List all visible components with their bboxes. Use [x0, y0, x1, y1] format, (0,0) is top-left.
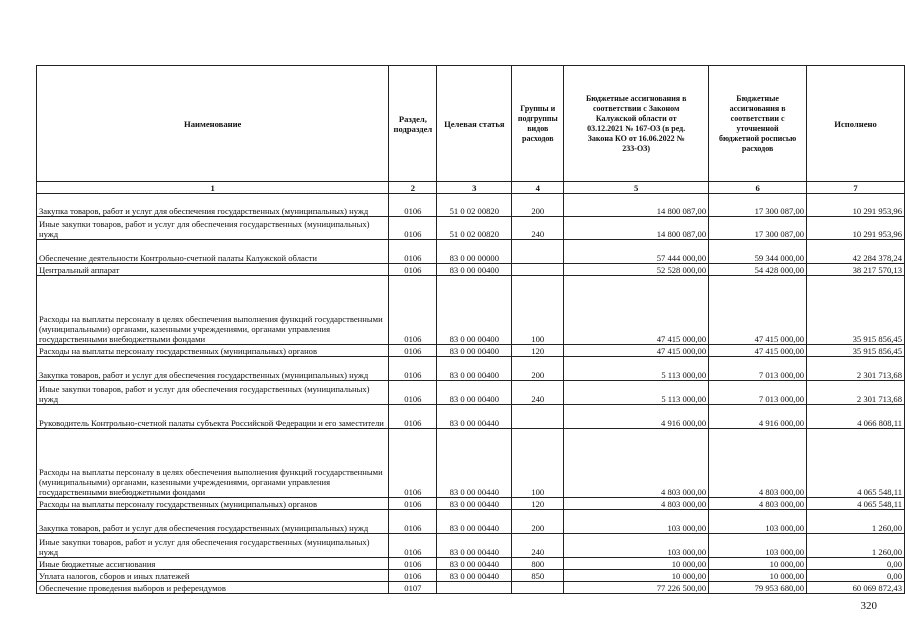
- page-number: 320: [860, 600, 877, 612]
- row-executed-amount-cell: 10 291 953,96: [807, 194, 905, 217]
- row-section-cell: 0106: [389, 217, 437, 240]
- table-row: [37, 498, 905, 510]
- row-section-cell: 0106: [389, 570, 437, 582]
- row-group-cell: [512, 240, 564, 264]
- table-row: [37, 510, 905, 534]
- row-name-cell: Иные закупки товаров, работ и услуг для обеспечения государственных (муниципальных) нужд: [37, 217, 389, 240]
- row-executed-amount-cell: 38 217 570,13: [807, 264, 905, 276]
- row-name-cell: Расходы на выплаты персоналу государственных (муниципальных) органов: [37, 345, 389, 357]
- column-numbers-row: [37, 182, 905, 194]
- row-section-cell: 0106: [389, 534, 437, 558]
- row-target-cell: 83 0 00 00400: [437, 276, 512, 345]
- row-law-amount-cell: 5 113 000,00: [564, 357, 709, 381]
- row-updated-amount-cell: 54 428 000,00: [709, 264, 807, 276]
- row-executed-amount-cell: 10 291 953,96: [807, 217, 905, 240]
- table-row: [37, 264, 905, 276]
- colnum: 5: [564, 182, 709, 194]
- row-target-cell: 83 0 00 00440: [437, 534, 512, 558]
- row-section-cell: 0106: [389, 429, 437, 498]
- row-target-cell: 83 0 00 00440: [437, 570, 512, 582]
- row-section-cell: 0106: [389, 558, 437, 570]
- row-law-amount-cell: 5 113 000,00: [564, 381, 709, 405]
- row-target-cell: 83 0 00 00440: [437, 510, 512, 534]
- row-name-cell: Закупка товаров, работ и услуг для обеспечения государственных (муниципальных) нужд: [37, 510, 389, 534]
- row-group-cell: 800: [512, 558, 564, 570]
- row-section-cell: 0106: [389, 264, 437, 276]
- row-executed-amount-cell: 4 065 548,11: [807, 429, 905, 498]
- row-target-cell: 83 0 00 00000: [437, 240, 512, 264]
- row-executed-amount-cell: 4 066 808,11: [807, 405, 905, 429]
- header-target: Целевая статья: [437, 66, 512, 182]
- row-group-cell: [512, 405, 564, 429]
- row-name-cell: Закупка товаров, работ и услуг для обеспечения государственных (муниципальных) нужд: [37, 357, 389, 381]
- row-name-cell: Обеспечение проведения выборов и референдумов: [37, 582, 389, 594]
- colnum: 1: [37, 182, 389, 194]
- header-name: Наименование: [37, 66, 389, 182]
- row-group-cell: [512, 264, 564, 276]
- row-name-cell: Иные закупки товаров, работ и услуг для обеспечения государственных (муниципальных) нужд: [37, 381, 389, 405]
- row-law-amount-cell: 52 528 000,00: [564, 264, 709, 276]
- row-target-cell: 51 0 02 00820: [437, 194, 512, 217]
- table-row: [37, 345, 905, 357]
- header-executed: Исполнено: [807, 66, 905, 182]
- row-law-amount-cell: 4 803 000,00: [564, 498, 709, 510]
- row-section-cell: 0106: [389, 357, 437, 381]
- row-name-cell: Закупка товаров, работ и услуг для обеспечения государственных (муниципальных) нужд: [37, 194, 389, 217]
- row-target-cell: 83 0 00 00440: [437, 558, 512, 570]
- row-updated-amount-cell: 7 013 000,00: [709, 381, 807, 405]
- row-name-cell: Расходы на выплаты персоналу в целях обеспечения выполнения функций государственными (муниципальными) органами, казенными учреждениями, органами управления государственными внебюджетными фондами: [37, 429, 389, 498]
- row-group-cell: 200: [512, 357, 564, 381]
- row-name-cell: Иные бюджетные ассигнования: [37, 558, 389, 570]
- row-executed-amount-cell: 2 301 713,68: [807, 357, 905, 381]
- colnum: 2: [389, 182, 437, 194]
- row-group-cell: 120: [512, 345, 564, 357]
- row-section-cell: 0106: [389, 405, 437, 429]
- row-section-cell: 0107: [389, 582, 437, 594]
- row-executed-amount-cell: 42 284 378,24: [807, 240, 905, 264]
- row-updated-amount-cell: 103 000,00: [709, 510, 807, 534]
- row-updated-amount-cell: 79 953 680,00: [709, 582, 807, 594]
- row-executed-amount-cell: 0,00: [807, 558, 905, 570]
- row-name-cell: Расходы на выплаты персоналу в целях обеспечения выполнения функций государственными (муниципальными) органами, казенными учреждениями, органами управления государственными внебюджетными фондами: [37, 276, 389, 345]
- table-row: [37, 357, 905, 381]
- row-group-cell: 200: [512, 194, 564, 217]
- row-name-cell: Обеспечение деятельности Контрольно-счетной палаты Калужской области: [37, 240, 389, 264]
- colnum: 7: [807, 182, 905, 194]
- colnum: 3: [437, 182, 512, 194]
- row-updated-amount-cell: 4 916 000,00: [709, 405, 807, 429]
- header-updated: Бюджетные ассигнования в соответствии с уточненной бюджетной росписью расходов: [709, 66, 807, 182]
- table-row: [37, 194, 905, 217]
- row-target-cell: 83 0 00 00400: [437, 381, 512, 405]
- row-executed-amount-cell: 1 260,00: [807, 510, 905, 534]
- header-groups: Группы и подгруппы видов расходов: [512, 66, 564, 182]
- table-row: [37, 429, 905, 498]
- row-law-amount-cell: 10 000,00: [564, 570, 709, 582]
- table-row: [37, 405, 905, 429]
- row-updated-amount-cell: 10 000,00: [709, 570, 807, 582]
- table-row: [37, 276, 905, 345]
- row-group-cell: 240: [512, 534, 564, 558]
- row-updated-amount-cell: 4 803 000,00: [709, 429, 807, 498]
- row-name-cell: Уплата налогов, сборов и иных платежей: [37, 570, 389, 582]
- row-law-amount-cell: 47 415 000,00: [564, 276, 709, 345]
- row-group-cell: 240: [512, 381, 564, 405]
- row-target-cell: 83 0 00 00440: [437, 405, 512, 429]
- row-section-cell: 0106: [389, 345, 437, 357]
- row-name-cell: Иные закупки товаров, работ и услуг для обеспечения государственных (муниципальных) нужд: [37, 534, 389, 558]
- table-row: [37, 534, 905, 558]
- row-executed-amount-cell: 2 301 713,68: [807, 381, 905, 405]
- row-law-amount-cell: 10 000,00: [564, 558, 709, 570]
- row-law-amount-cell: 103 000,00: [564, 534, 709, 558]
- row-group-cell: 120: [512, 498, 564, 510]
- row-updated-amount-cell: 47 415 000,00: [709, 345, 807, 357]
- row-target-cell: [437, 582, 512, 594]
- row-updated-amount-cell: 17 300 087,00: [709, 194, 807, 217]
- row-name-cell: Расходы на выплаты персоналу государственных (муниципальных) органов: [37, 498, 389, 510]
- row-updated-amount-cell: 7 013 000,00: [709, 357, 807, 381]
- row-updated-amount-cell: 47 415 000,00: [709, 276, 807, 345]
- row-updated-amount-cell: 17 300 087,00: [709, 217, 807, 240]
- header-section: Раздел, подраздел: [389, 66, 437, 182]
- table-row: [37, 240, 905, 264]
- row-section-cell: 0106: [389, 498, 437, 510]
- row-target-cell: 83 0 00 00400: [437, 357, 512, 381]
- row-name-cell: Руководитель Контрольно-счетной палаты субъекта Российской Федерации и его заместители: [37, 405, 389, 429]
- row-updated-amount-cell: 10 000,00: [709, 558, 807, 570]
- row-executed-amount-cell: 35 915 856,45: [807, 276, 905, 345]
- table-row: [37, 558, 905, 570]
- row-group-cell: [512, 582, 564, 594]
- table-row: [37, 381, 905, 405]
- row-name-cell: Центральный аппарат: [37, 264, 389, 276]
- table-row: [37, 217, 905, 240]
- row-executed-amount-cell: 0,00: [807, 570, 905, 582]
- row-target-cell: 83 0 00 00440: [437, 498, 512, 510]
- table-row: [37, 582, 905, 594]
- row-section-cell: 0106: [389, 194, 437, 217]
- row-law-amount-cell: 57 444 000,00: [564, 240, 709, 264]
- row-updated-amount-cell: 103 000,00: [709, 534, 807, 558]
- row-law-amount-cell: 77 226 500,00: [564, 582, 709, 594]
- row-group-cell: 850: [512, 570, 564, 582]
- row-law-amount-cell: 47 415 000,00: [564, 345, 709, 357]
- row-law-amount-cell: 14 800 087,00: [564, 194, 709, 217]
- colnum: 6: [709, 182, 807, 194]
- row-updated-amount-cell: 4 803 000,00: [709, 498, 807, 510]
- row-law-amount-cell: 4 803 000,00: [564, 429, 709, 498]
- row-executed-amount-cell: 35 915 856,45: [807, 345, 905, 357]
- header-law: Бюджетные ассигнования в соответствии с Законом Калужской области от 03.12.2021 № 167-ОЗ (в ред. Закона КО от 16.06.2022 № 233-ОЗ): [564, 66, 709, 182]
- table-row: [37, 570, 905, 582]
- row-executed-amount-cell: 1 260,00: [807, 534, 905, 558]
- row-law-amount-cell: 103 000,00: [564, 510, 709, 534]
- row-target-cell: 51 0 02 00820: [437, 217, 512, 240]
- row-target-cell: 83 0 00 00400: [437, 345, 512, 357]
- row-executed-amount-cell: 4 065 548,11: [807, 498, 905, 510]
- row-updated-amount-cell: 59 344 000,00: [709, 240, 807, 264]
- row-target-cell: 83 0 00 00440: [437, 429, 512, 498]
- row-law-amount-cell: 4 916 000,00: [564, 405, 709, 429]
- row-target-cell: 83 0 00 00400: [437, 264, 512, 276]
- row-law-amount-cell: 14 800 087,00: [564, 217, 709, 240]
- budget-table: [36, 65, 905, 594]
- row-section-cell: 0106: [389, 381, 437, 405]
- row-executed-amount-cell: 60 069 872,43: [807, 582, 905, 594]
- row-group-cell: 240: [512, 217, 564, 240]
- row-group-cell: 200: [512, 510, 564, 534]
- row-section-cell: 0106: [389, 510, 437, 534]
- colnum: 4: [512, 182, 564, 194]
- row-section-cell: 0106: [389, 276, 437, 345]
- row-group-cell: 100: [512, 429, 564, 498]
- row-section-cell: 0106: [389, 240, 437, 264]
- row-group-cell: 100: [512, 276, 564, 345]
